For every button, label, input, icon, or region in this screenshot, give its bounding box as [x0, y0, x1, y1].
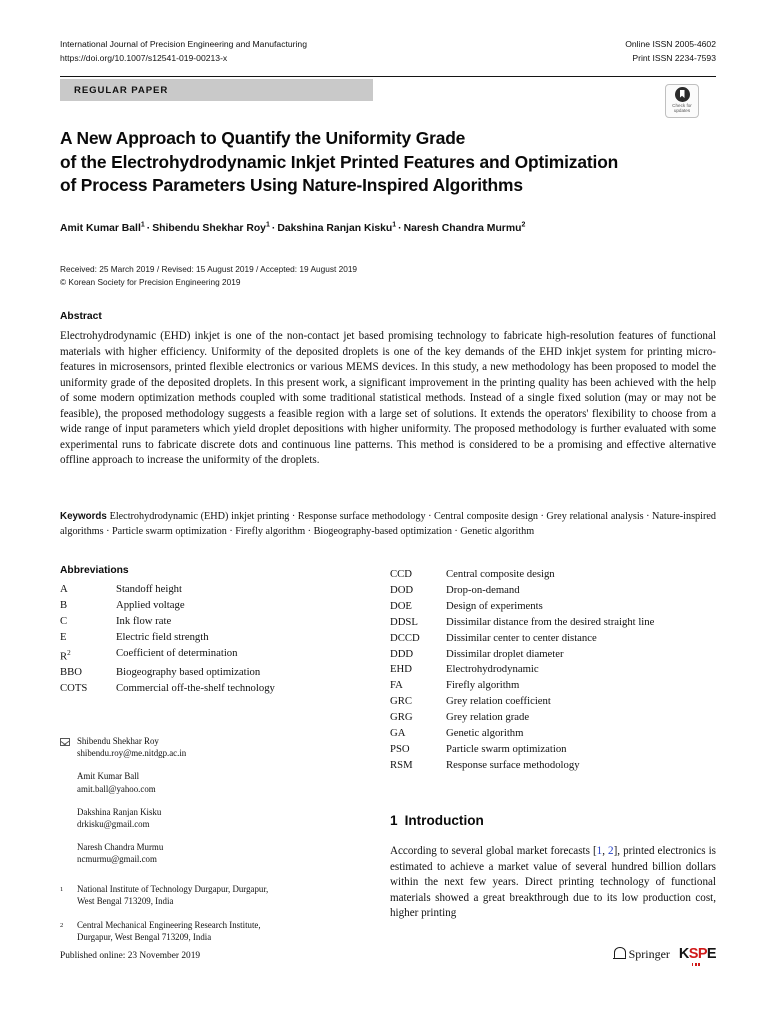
abbreviation-definition: Genetic algorithm: [446, 727, 524, 740]
author-separator: ·: [146, 223, 151, 235]
abbreviation-definition: Response surface methodology: [446, 758, 580, 771]
paper-sheet: [60, 0, 716, 1024]
author-affiliation-marker: 1: [392, 222, 397, 229]
keyword-item: Particle swarm optimization: [111, 526, 227, 538]
abbreviation-row: [390, 662, 720, 678]
section-heading-introduction: [390, 813, 484, 828]
received-revised-accepted: Received: 25 March 2019 / Revised: 15 August 2019 / Accepted: 19 August 2019: [60, 264, 358, 274]
abbreviation-key: COTS: [60, 682, 88, 694]
abbreviations-heading: Abbreviations: [60, 565, 129, 576]
title-line-2: of the Electrohydrodynamic Inkjet Printed Features and Optimization: [60, 151, 619, 172]
abbreviation-key: PSO: [390, 742, 410, 755]
abbreviation-key: BBO: [60, 666, 82, 679]
abbreviation-definition: Central composite design: [446, 568, 555, 580]
affiliation-number: 1: [60, 886, 64, 893]
badge-line-1: Check for: [672, 103, 692, 108]
abbreviation-key-superscript: 2: [67, 648, 71, 657]
introduction-paragraph: [390, 844, 716, 922]
abbreviation-definition: Grey relation coefficient: [446, 695, 551, 708]
author-list: [60, 222, 716, 234]
springer-logo: [613, 947, 670, 962]
abbreviation-definition: Dissimilar droplet diameter: [446, 647, 564, 660]
abbreviations-right-column: [390, 567, 720, 774]
title-line-1: A New Approach to Quantify the Uniformity Grade: [60, 128, 466, 148]
abbreviation-key: GA: [390, 727, 406, 740]
abbreviation-row: [390, 758, 720, 774]
intro-text-lead: According to several global market forecasts [: [390, 845, 597, 857]
author-affiliation-marker: 1: [140, 222, 145, 229]
abbreviation-row: [390, 694, 720, 710]
keyword-item: Response surface methodology: [297, 511, 426, 522]
author-separator: ·: [271, 223, 276, 235]
springer-knight-icon: [613, 947, 626, 961]
keyword-separator: ·: [307, 526, 312, 538]
abbreviation-definition: Electric field strength: [116, 630, 209, 643]
abbreviation-row: [390, 615, 720, 631]
affiliation-row: [60, 883, 390, 908]
abbreviation-row: [60, 598, 390, 614]
author-contact-name: Amit Kumar Ball: [77, 771, 140, 782]
check-for-updates-badge[interactable]: [665, 84, 699, 118]
journal-name: International Journal of Precision Engineering and Manufacturing: [60, 39, 307, 49]
abbreviation-key: GRC: [390, 695, 412, 708]
kspe-s: S: [688, 946, 698, 962]
abstract-heading: Abstract: [60, 311, 102, 322]
kspe-p: P: [697, 946, 707, 962]
corresponding-author: [60, 735, 390, 759]
keyword-separator: ·: [291, 511, 296, 522]
author-contact-name: Naresh Chandra Murmu: [77, 842, 164, 853]
envelope-icon: [60, 738, 70, 746]
abbreviation-definition: Drop-on-demand: [446, 583, 520, 596]
author-contact-name: Dakshina Ranjan Kisku: [77, 806, 162, 817]
journal-identity: [60, 38, 307, 65]
author-email[interactable]: ncmurmu@gmail.com: [77, 854, 157, 865]
issn-online: Online ISSN 2005-4602: [625, 39, 716, 49]
kspe-logo: [679, 946, 716, 962]
citation-separator: ,: [602, 845, 609, 857]
abbreviation-row: [390, 726, 720, 742]
abbreviation-definition: Dissimilar distance from the desired straight line: [446, 615, 655, 628]
abbreviation-key: RSM: [390, 758, 413, 771]
section-number: 1: [390, 813, 398, 828]
correspondence-block: [60, 735, 390, 866]
abbreviation-definition: Grey relation grade: [446, 711, 530, 724]
author-contact: [77, 841, 390, 865]
abbreviation-definition: Biogeography based optimization: [116, 666, 261, 679]
published-online-date: Published online: 23 November 2019: [60, 951, 201, 961]
abbreviation-row: [390, 678, 720, 694]
keyword-separator: ·: [428, 511, 432, 522]
abbreviation-definition: Ink flow rate: [116, 614, 172, 627]
abstract-body: Electrohydrodynamic (EHD) inkjet is one of the non-contact jet based promising technology to fabricate high-resolution features of functional materials with higher efficiency. Uniformity of the deposited droplets is one of the key demands of the EHD inkjet system for printing micro-features in microsensors, printed flexible electronics or various MEMS devices. In this study, a new methodology has been proposed to model the uniformity grade of the deposited droplets. In this present work, a significant improvement in the printing quality has been achieved with the help of some modern optimization methods coupled with some traditional statistical methods. Instead of a single fixed solution (may or may not be feasible), the proposed methodology suggests a feasible region with a large set of solutions. It extends the operators' flexibility to choose from a wide range of input parameters which yield droplet depositions with higher uniformity. The proposed methodology is further evaluated with some experimental runs to fabricate discrete dots and continuous line patterns. This method is considered to be a promising and effective alternative offline approach to increase the uniformity of the droplets.: [60, 330, 716, 467]
abbreviation-key: DDSL: [390, 615, 418, 628]
abbreviation-key: GRG: [390, 711, 413, 724]
keyword-separator: ·: [229, 526, 233, 538]
abbreviation-definition: Applied voltage: [116, 598, 185, 611]
journal-header: [60, 38, 716, 65]
abbreviation-key: C: [60, 614, 68, 627]
keyword-item: Firefly algorithm: [235, 526, 306, 538]
copyright-line: © Korean Society for Precision Engineering 2019: [60, 276, 241, 287]
abbreviation-row: [60, 614, 390, 630]
affiliation-number: 2: [60, 921, 64, 929]
header-divider: [60, 76, 716, 77]
abbreviation-key: A: [60, 583, 68, 595]
keyword-item: Nature-inspired algorithms: [60, 511, 716, 538]
article-type-label: REGULAR PAPER: [74, 84, 169, 96]
issn-print: Print ISSN 2234-7593: [632, 52, 716, 63]
abbreviation-key: DOE: [390, 599, 412, 612]
keywords-label: Keywords: [60, 511, 107, 522]
abbreviation-definition: Dissimilar center to center distance: [446, 631, 597, 644]
abbreviation-key: E: [60, 630, 67, 643]
section-title: Introduction: [404, 813, 484, 828]
abbreviation-definition: Standoff height: [116, 583, 182, 595]
affiliations-block: [60, 872, 390, 944]
abbreviation-key: CCD: [390, 568, 412, 580]
title-line-3: of Process Parameters Using Nature-Inspired Algorithms: [60, 175, 523, 195]
author-name: Naresh Chandra Murmu$^2$: [403, 222, 526, 235]
author-email[interactable]: drkisku@gmail.com: [77, 819, 150, 830]
author-contact: [77, 770, 390, 794]
author-affiliation-marker: 2: [521, 222, 526, 229]
author-name: Shibendu Shekhar Roy$^1$: [152, 222, 270, 235]
author-separator: ·: [398, 223, 402, 235]
abbreviation-row: [60, 630, 390, 646]
affiliation-row: [60, 919, 390, 944]
author-contact: [77, 806, 390, 830]
kspe-k: K: [678, 946, 689, 962]
abbreviation-key: EHD: [390, 663, 412, 676]
abbreviation-row: [60, 646, 390, 665]
abbreviation-row: [390, 710, 720, 726]
abbreviation-definition: Firefly algorithm: [446, 679, 520, 692]
abbreviation-key: DCCD: [390, 631, 420, 644]
crossmark-icon: [675, 87, 690, 102]
doi-link[interactable]: https://doi.org/10.1007/s12541-019-00213-x: [60, 52, 228, 63]
publisher-logos: [613, 946, 716, 962]
kspe-e: E: [706, 946, 716, 962]
abbreviation-definition: Commercial off-the-shelf technology: [116, 682, 275, 694]
keyword-item: Biogeography-based optimization: [313, 526, 452, 538]
citation-link-1[interactable]: 1: [596, 845, 603, 857]
abbreviation-definition: Design of experiments: [446, 599, 543, 612]
author-name: Dakshina Ranjan Kisku$^1$: [277, 222, 397, 235]
abbreviation-row: [390, 631, 720, 647]
abbreviation-definition: Particle swarm optimization: [446, 742, 567, 755]
keywords-block: [60, 509, 716, 540]
keyword-item: Electrohydrodynamic (EHD) inkjet printing: [109, 511, 290, 522]
abbreviation-key: B: [60, 598, 68, 611]
abbreviation-key: DOD: [390, 583, 414, 596]
author-affiliation-marker: 1: [265, 222, 270, 229]
intro-text-rest: ], printed electronics is estimated to achieve a market value of several hundred billion dollars within the next few years. Direct printing technology of functional materials showed a great breakthrough due to its low production cost, higher printing: [390, 845, 716, 920]
abbreviation-definition: Coefficient of determination: [116, 646, 238, 659]
abbreviation-row: [390, 647, 720, 663]
author-email[interactable]: amit.ball@yahoo.com: [77, 783, 156, 794]
affiliation-text: Central Mechanical Engineering Research Institute, Durgapur, West Bengal 713209, India: [77, 919, 261, 943]
author-contact-name: Shibendu Shekhar Roy: [77, 736, 159, 746]
citation-link-2[interactable]: 2: [608, 845, 614, 857]
abbreviation-row: [390, 742, 720, 758]
abbreviation-row: [390, 583, 720, 599]
keywords-items: [60, 511, 716, 537]
keyword-separator: ·: [454, 526, 458, 538]
author-name: Amit Kumar Ball$^1$: [60, 222, 145, 235]
keyword-separator: ·: [540, 511, 544, 522]
keyword-item: Central composite design: [433, 511, 539, 522]
abbreviation-row: [60, 582, 390, 598]
badge-line-2: updates: [673, 108, 691, 114]
springer-wordmark: Springer: [628, 946, 670, 961]
keyword-separator: ·: [646, 511, 650, 522]
abbreviation-row: [390, 599, 720, 615]
abbreviation-definition: Electrohydrodynamic: [446, 663, 539, 676]
keyword-separator: ·: [106, 526, 110, 538]
article-type-banner: [60, 79, 373, 101]
abbreviation-row: [60, 681, 390, 697]
abbreviation-row: [60, 665, 390, 681]
abbreviation-key: DDD: [390, 647, 414, 660]
affiliation-text: National Institute of Technology Durgapur, Durgapur, West Bengal 713209, India: [77, 884, 269, 907]
kspe-ticks-icon: [692, 963, 700, 965]
keyword-item: Grey relational analysis: [546, 511, 644, 522]
page-title: [60, 127, 680, 198]
issn-block: [625, 38, 716, 65]
keyword-item: Genetic algorithm: [460, 526, 535, 538]
article-history: [60, 263, 660, 288]
abbreviation-row: [390, 567, 720, 583]
abbreviation-key: FA: [390, 679, 403, 692]
author-email[interactable]: shibendu.roy@me.nitdgp.ac.in: [77, 748, 187, 759]
abbreviation-key: $R^2$: [60, 648, 71, 663]
abbreviations-left-column: [60, 582, 390, 697]
